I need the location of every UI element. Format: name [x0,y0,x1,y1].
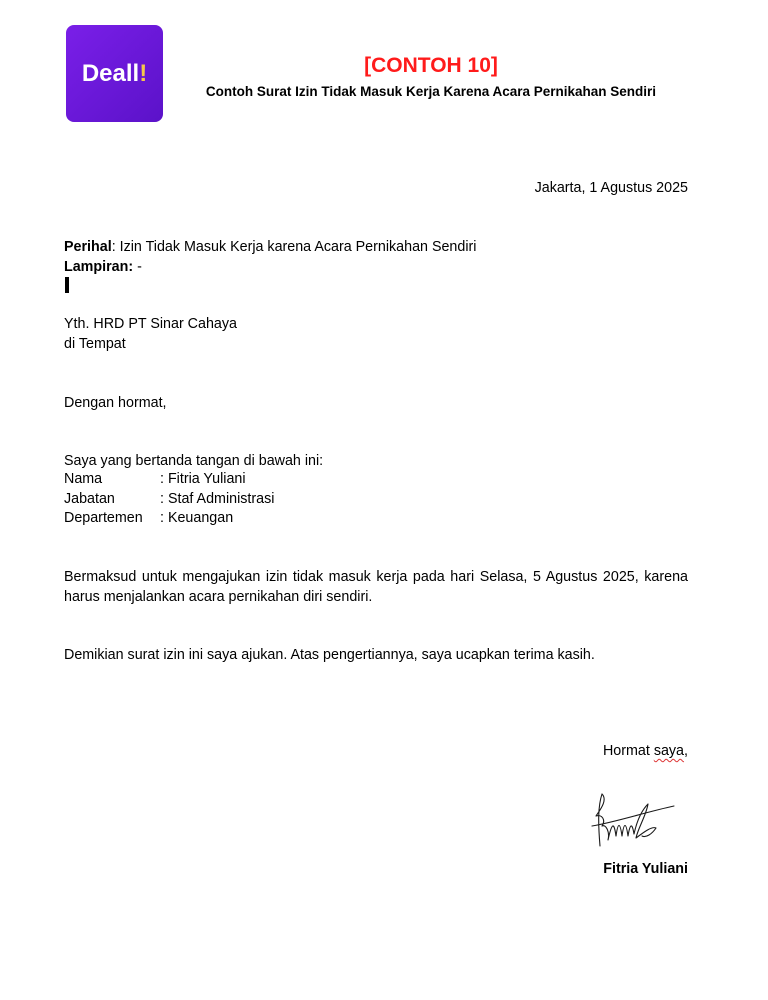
text-cursor[interactable] [65,277,69,293]
recipient-line-1: Yth. HRD PT Sinar Cahaya [64,316,237,332]
lampiran-value: - [133,259,142,275]
deall-logo [66,25,163,122]
closing-paragraph: Demikian surat izin ini saya ajukan. Atas pengertiannya, saya ucapkan terima kasih. [64,647,595,663]
signer-name: Fitria Yuliani [603,861,688,877]
field-row-jabatan [64,489,274,509]
intro-line: Saya yang bertanda tangan di bawah ini: [64,453,324,469]
field-label: Nama [64,471,103,487]
field-label: Jabatan [64,491,115,507]
perihal-value: : Izin Tidak Masuk Kerja karena Acara Pernikahan Sendiri [111,239,477,255]
regards-line [603,741,688,761]
regards-suffix: , [684,743,688,759]
field-value: : Fitria Yuliani [160,471,246,487]
field-value: : Staf Administrasi [160,491,275,507]
logo-text: Deall [81,59,140,87]
place-date: Jakarta, 1 Agustus 2025 [534,180,688,196]
body-paragraph: Bermaksud untuk mengajukan izin tidak masuk kerja pada hari Selasa, 5 Agustus 2025, karena harus menjalankan acara pernikahan diri sendiri. [64,569,688,605]
recipient-line-2: di Tempat [64,336,126,352]
lampiran-line [64,257,142,277]
lampiran-label: Lampiran: [64,259,134,275]
field-label: Departemen [64,510,143,526]
greeting: Dengan hormat, [64,395,167,411]
perihal-line [64,237,476,257]
field-row-nama [64,469,246,489]
document-title: [CONTOH 10] [364,54,498,77]
regards-word: saya [653,743,685,759]
perihal-label: Perihal [64,239,112,255]
logo-accent: ! [139,59,148,87]
field-row-departemen [64,508,233,528]
field-value: : Keuangan [160,510,234,526]
regards-prefix: Hormat [602,743,654,759]
handwritten-signature [586,786,678,854]
document-subtitle: Contoh Surat Izin Tidak Masuk Kerja Karena Acara Pernikahan Sendiri [205,84,657,99]
